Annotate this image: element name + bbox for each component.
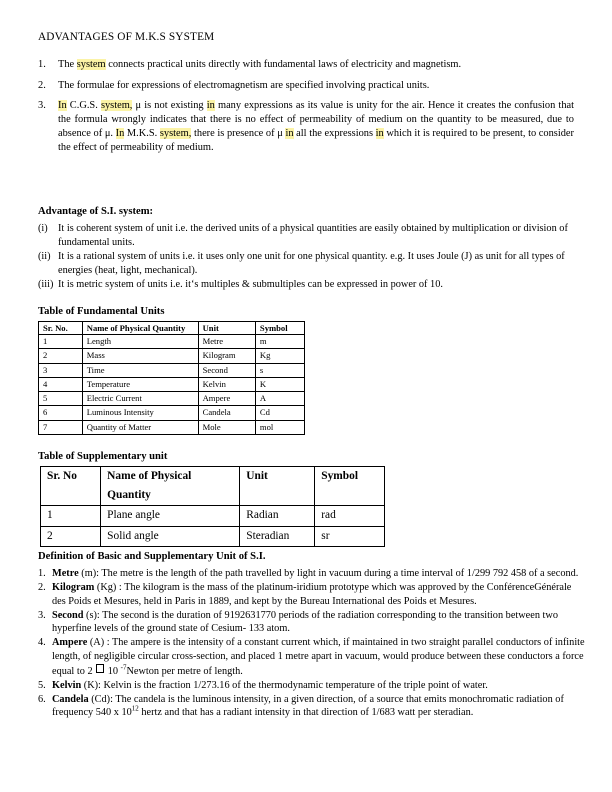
table-row — [39, 335, 305, 349]
table-column-header: Unit — [198, 322, 255, 335]
table-cell: Quantity of Matter — [82, 420, 198, 434]
table-cell: 3 — [39, 363, 83, 377]
highlighted-text: system, — [159, 128, 192, 140]
table-row — [39, 420, 305, 434]
advantage-item — [38, 79, 574, 93]
table-cell: m — [255, 335, 304, 349]
si-advantage-item-text: It is coherent system of unit i.e. the derived units of a physical quantities are easily obtained by multiplication or division of fundamental units. — [58, 223, 568, 248]
table-cell: Plane angle — [101, 506, 240, 527]
table-supplementary-body — [41, 506, 385, 547]
si-advantage-item-text: It is a rational system of units i.e. it uses only one unit for one physical quantity. e.g. It uses Joule (J) as unit for all types of energies (heat, light, mechanical). — [58, 251, 565, 276]
table-cell: Kg — [255, 349, 304, 363]
table-cell: sr — [315, 526, 385, 547]
advantage-item — [38, 58, 574, 72]
si-advantage-item — [38, 250, 586, 277]
table-cell: Cd — [255, 406, 304, 420]
text-run: The — [58, 59, 77, 70]
definition-item — [38, 581, 586, 608]
definition-body-text: (A) : The ampere is the intensity of a constant current which, if maintained in two straight parallel conductors of infinite length, of negligible circular cross-section, and placed 1 metre apart in vacuum, would produce between these conductors a force equal to 2 — [52, 637, 585, 677]
si-advantage-item-text: It is metric system of units i.e. it‘s multiples & submultiples can be expressed in power of 10. — [58, 279, 443, 291]
definition-body-text: (m): The metre is the length of the path travelled by light in vacuum during a time interval of 1/299 792 458 of a second. — [78, 568, 579, 579]
definition-superscript: 12 — [131, 705, 139, 714]
advantage-item-text — [58, 99, 574, 155]
si-advantage-item-number: (i) — [38, 223, 48, 234]
table-cell: Luminous Intensity — [82, 406, 198, 420]
advantage-item-text — [58, 79, 574, 93]
table-column-header: Symbol — [255, 322, 304, 335]
table-cell: Second — [198, 363, 255, 377]
definition-term: Second — [52, 609, 84, 621]
definition-superscript: -7 — [120, 663, 127, 672]
definition-body-text: 10 — [105, 665, 121, 677]
definition-item-number: 4. — [38, 637, 46, 649]
table-column-header: Name of Physical Quantity — [101, 467, 240, 506]
advantage-item-number: 3. — [38, 100, 46, 112]
si-advantage-item-number: (ii) — [38, 251, 51, 263]
definitions-list — [38, 567, 586, 721]
advantage-item — [38, 99, 574, 155]
definition-item — [38, 609, 586, 636]
table-cell: Time — [82, 363, 198, 377]
table-row — [41, 526, 385, 547]
table-cell: 1 — [41, 506, 101, 527]
definition-item — [38, 636, 586, 678]
definitions-heading: Definition of Basic and Supplementary Unit of S.I. — [38, 551, 266, 562]
definition-body-text: (s): The second is the duration of 9192631770 periods of the radiation corresponding to the transition between two hyperfine levels of the ground state of Cesium- 133 atom. — [52, 609, 558, 635]
definition-body-text: (Cd): The candela is the luminous intensity, in a given direction, of a source that emits monochromatic radiation of frequency 540 x 10 — [52, 693, 564, 719]
table-cell: Radian — [240, 506, 315, 527]
definition-item — [38, 679, 586, 693]
definition-item-number: 3. — [38, 609, 46, 621]
definition-item-text — [52, 581, 586, 608]
text-run: there is presence of μ — [191, 128, 286, 140]
definition-item-number: 6. — [38, 693, 46, 705]
definition-item-text — [52, 609, 586, 636]
text-run: all the expressions — [293, 128, 376, 140]
table-row — [39, 349, 305, 363]
si-advantage-list — [38, 222, 586, 293]
advantage-item-number: 1. — [38, 59, 46, 70]
definition-item-text — [52, 693, 586, 720]
table-cell: Length — [82, 335, 198, 349]
table-row — [39, 406, 305, 420]
table-cell: Ampere — [198, 392, 255, 406]
definition-body-text: hertz and that has a radiant intensity in that direction of 1/683 watt per steradian. — [138, 707, 474, 719]
advantages-list — [38, 58, 574, 162]
table-header-row — [41, 467, 385, 506]
table-row — [39, 363, 305, 377]
definition-item-number: 5. — [38, 679, 46, 691]
table-header-row — [39, 322, 305, 335]
si-advantage-item — [38, 278, 586, 292]
table-cell: 2 — [39, 349, 83, 363]
advantage-item-text — [58, 58, 574, 72]
text-run: connects practical units directly with fundamental laws of electricity and magnetism. — [105, 59, 462, 70]
table-cell: 1 — [39, 335, 83, 349]
text-run: M.K.S. — [124, 128, 160, 140]
definition-item-number: 2. — [38, 582, 46, 594]
table-cell: Mole — [198, 420, 255, 434]
table-cell: Kelvin — [198, 377, 255, 391]
highlighted-text: in — [206, 100, 215, 112]
text-run: The formulae for expressions of electromagnetism are specified involving practical units. — [58, 79, 430, 91]
table-supplementary-caption: Table of Supplementary unit — [38, 451, 168, 462]
table-column-header: Symbol — [315, 467, 385, 506]
definition-item-text — [52, 679, 586, 693]
definition-item-number: 1. — [38, 568, 46, 579]
si-advantage-item-number: (iii) — [38, 279, 54, 291]
page-title: ADVANTAGES OF M.K.S SYSTEM — [38, 31, 215, 43]
table-cell: Electric Current — [82, 392, 198, 406]
table-cell: mol — [255, 420, 304, 434]
text-run: which it is required to be present, to consider the effect of permeability of medium. — [58, 128, 575, 154]
table-cell: K — [255, 377, 304, 391]
definition-term: Metre — [52, 568, 79, 579]
table-cell: Mass — [82, 349, 198, 363]
definition-item-text — [52, 636, 586, 678]
definition-body-text: (K): Kelvin is the fraction 1/273.16 of the thermodynamic temperature of the triple point of water. — [81, 679, 488, 691]
definition-term: Candela — [52, 693, 89, 705]
table-cell: 5 — [39, 392, 83, 406]
table-supplementary-head — [41, 467, 385, 506]
table-cell: Metre — [198, 335, 255, 349]
definition-term: Kilogram — [52, 582, 95, 594]
table-row — [39, 392, 305, 406]
table-cell: s — [255, 363, 304, 377]
si-advantage-item — [38, 222, 586, 249]
table-column-header: Sr. No. — [39, 322, 83, 335]
highlighted-text: In — [58, 100, 67, 112]
table-cell: Solid angle — [101, 526, 240, 547]
table-cell: Temperature — [82, 377, 198, 391]
definition-body-text: Newton per metre of length. — [126, 665, 243, 677]
table-cell: Candela — [198, 406, 255, 420]
highlighted-text: system — [76, 59, 106, 70]
text-run: many expressions as its value is unity for the air. Hence it creates the confusion that the formula wrongly indicates that there is no effect of permeability of medium on the quantity to be measured, due to absence of μ. — [58, 100, 575, 140]
text-run: C.G.S. — [66, 100, 101, 112]
definition-item — [38, 693, 586, 720]
highlighted-text: in — [285, 128, 294, 140]
definition-term: Kelvin — [52, 679, 82, 691]
table-column-header: Unit — [240, 467, 315, 506]
table-fundamental-units — [38, 321, 305, 435]
definition-item — [38, 567, 586, 581]
advantage-item-number: 2. — [38, 79, 46, 91]
definition-term: Ampere — [52, 637, 88, 649]
highlighted-text: system, — [100, 100, 133, 112]
highlighted-text: in — [375, 128, 384, 140]
table-cell: A — [255, 392, 304, 406]
table-row — [41, 506, 385, 527]
definition-body-text: (Kg) : The kilogram is the mass of the platinum-iridium prototype which was approved by the ConférenceGénérale des Poids et Mesures, held in Paris in 1889, and kept by the Bureau International des Poids et Mesures. — [52, 582, 572, 607]
table-fundamental-head — [39, 322, 305, 335]
table-cell: 6 — [39, 406, 83, 420]
definition-item-text — [52, 567, 586, 581]
text-run: μ is not existing — [132, 100, 207, 112]
table-supplementary-units — [40, 466, 385, 547]
highlighted-text: In — [115, 128, 125, 140]
table-cell: rad — [315, 506, 385, 527]
table-fundamental-caption: Table of Fundamental Units — [38, 306, 165, 317]
table-column-header: Name of Physical Quantity — [82, 322, 198, 335]
table-cell: 7 — [39, 420, 83, 434]
si-advantage-heading: Advantage of S.I. system: — [38, 206, 154, 217]
table-cell: 4 — [39, 377, 83, 391]
table-row — [39, 377, 305, 391]
table-cell: Steradian — [240, 526, 315, 547]
table-fundamental-body — [39, 335, 305, 435]
table-cell: 2 — [41, 526, 101, 547]
missing-glyph-icon — [96, 664, 104, 673]
table-column-header: Sr. No — [41, 467, 101, 506]
table-cell: Kilogram — [198, 349, 255, 363]
